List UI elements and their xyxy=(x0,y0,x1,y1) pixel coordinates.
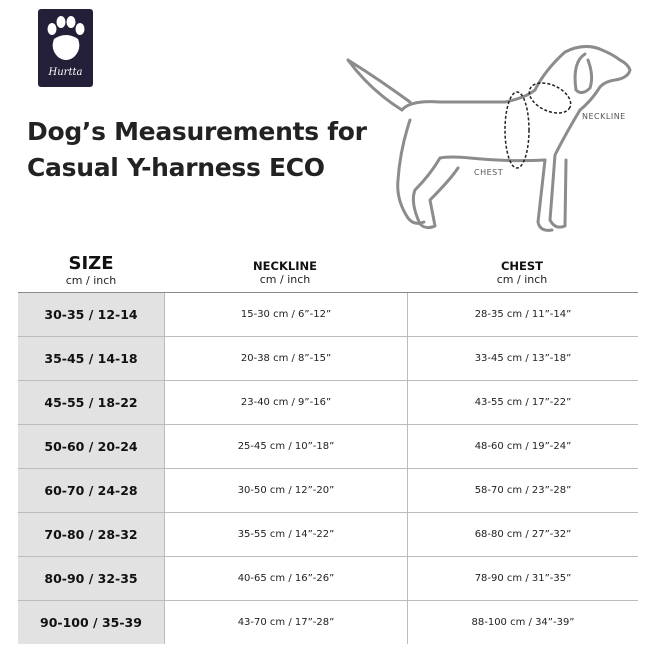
chest-cell: 88-100 cm / 34”-39” xyxy=(471,617,575,628)
chest-cell: 48-60 cm / 19”-24” xyxy=(474,441,572,452)
neckline-label: NECKLINE xyxy=(582,112,626,121)
size-header-unit: cm / inch xyxy=(65,274,117,287)
size-cell: 80-90 / 32-35 xyxy=(18,557,165,600)
brand-logo xyxy=(38,9,93,87)
table-row xyxy=(18,293,638,337)
brand-name: Hurtta xyxy=(48,67,83,78)
title-line-1: Dog’s Measurements for xyxy=(27,117,367,146)
neckline-cell: 35-55 cm / 14”-22” xyxy=(165,513,408,556)
size-cell: 45-55 / 18-22 xyxy=(18,381,165,424)
table-row xyxy=(18,425,638,469)
neckline-cell: 43-70 cm / 17”-28” xyxy=(165,601,408,644)
chest-cell: 68-80 cm / 27”-32” xyxy=(474,529,572,540)
page-title xyxy=(27,114,387,186)
size-header-title: SIZE xyxy=(68,253,114,274)
paw-icon xyxy=(38,9,93,69)
neckline-cell: 20-38 cm / 8”-15” xyxy=(165,337,408,380)
chest-label: CHEST xyxy=(474,168,504,177)
size-cell: 70-80 / 28-32 xyxy=(18,513,165,556)
neckline-cell: 23-40 cm / 9”-16” xyxy=(165,381,408,424)
chest-cell: 28-35 cm / 11”-14” xyxy=(474,309,572,320)
size-table xyxy=(18,292,638,644)
chest-cell: 58-70 cm / 23”-28” xyxy=(474,485,572,496)
chest-header-title: CHEST xyxy=(500,259,544,273)
neckline-cell: 15-30 cm / 6”-12” xyxy=(165,293,408,336)
chest-header xyxy=(406,259,638,286)
size-cell: 30-35 / 12-14 xyxy=(18,293,165,336)
neckline-cell: 40-65 cm / 16”-26” xyxy=(165,557,408,600)
chest-cell: 78-90 cm / 31”-35” xyxy=(474,573,572,584)
chest-cell: 33-45 cm / 13”-18” xyxy=(474,353,572,364)
neckline-cell: 30-50 cm / 12”-20” xyxy=(165,469,408,512)
neckline-header-title: NECKLINE xyxy=(253,259,317,273)
dog-outline-illustration xyxy=(340,40,640,240)
title-line-2: Casual Y-harness ECO xyxy=(27,153,325,182)
table-row xyxy=(18,601,638,644)
table-row xyxy=(18,557,638,601)
size-header xyxy=(18,253,164,287)
table-row xyxy=(18,469,638,513)
table-row xyxy=(18,337,638,381)
neckline-cell: 25-45 cm / 10”-18” xyxy=(165,425,408,468)
size-cell: 60-70 / 24-28 xyxy=(18,469,165,512)
dog-measurement-diagram xyxy=(340,40,640,240)
chest-cell: 43-55 cm / 17”-22” xyxy=(474,397,572,408)
table-row xyxy=(18,513,638,557)
table-row xyxy=(18,381,638,425)
size-cell: 35-45 / 14-18 xyxy=(18,337,165,380)
neckline-header-unit: cm / inch xyxy=(259,273,311,286)
size-cell: 50-60 / 20-24 xyxy=(18,425,165,468)
chest-header-unit: cm / inch xyxy=(496,273,548,286)
size-cell: 90-100 / 35-39 xyxy=(18,601,165,644)
neckline-header xyxy=(164,259,406,286)
